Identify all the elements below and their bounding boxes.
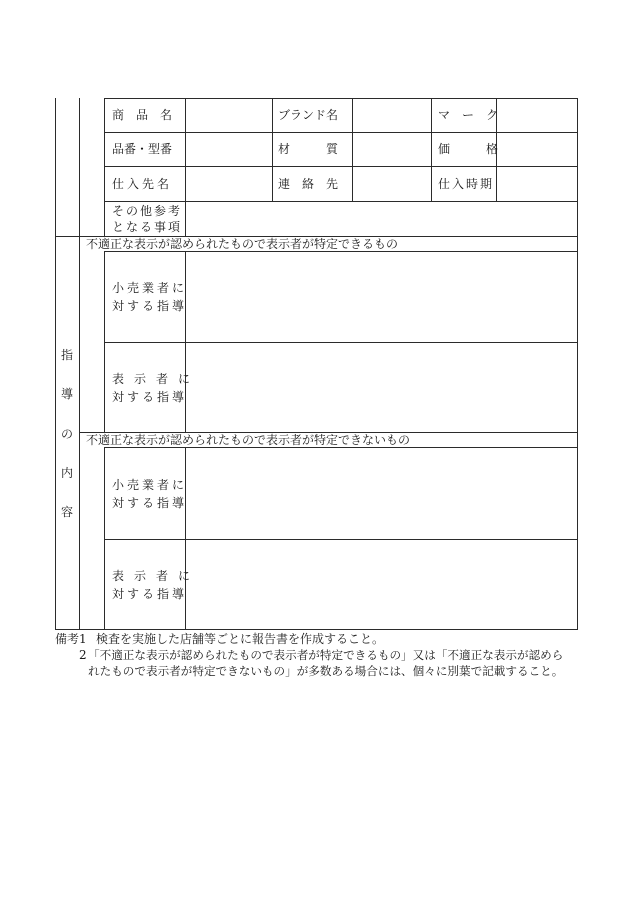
note1-prefix: 備考1: [55, 632, 87, 646]
label-product-name: 商 品 名: [112, 108, 173, 122]
outer-left-border: [55, 98, 56, 630]
label-contact: 連 絡 先: [278, 177, 339, 191]
col-line-6: [431, 98, 432, 201]
section1-title: 不適正な表示が認められたもので表示者が特定できるもの: [86, 237, 399, 251]
section2-displayer-line1: 表 示 者 に: [112, 569, 190, 583]
guidance-side-char-3: の: [60, 427, 73, 441]
section1-displayer-line1: 表 示 者 に: [112, 372, 190, 386]
section2-displayer-line2: 対する指導: [112, 587, 188, 601]
col-line-5: [352, 98, 353, 201]
section1-retailer-line2: 対する指導: [112, 299, 188, 313]
note1-text: 検査を実施した店舗等ごとに報告書を作成すること。: [96, 632, 385, 646]
label-other-line2: となる事項: [112, 220, 183, 234]
col-line-4: [272, 98, 273, 201]
guidance-side-char-4: 内: [60, 466, 73, 480]
label-brand-name: ブランド名: [278, 108, 339, 122]
label-supplier: 仕入先名: [112, 177, 173, 191]
section2-mid-line: [104, 539, 578, 540]
bottom-border: [55, 629, 578, 630]
label-mark: マ ー ク: [438, 108, 499, 122]
section1-title-line: [104, 251, 578, 252]
guidance-side-char-1: 指: [60, 348, 73, 362]
note2-line1: 「不適正な表示が認められたもので表示者が特定できるもの」又は「不適正な表示が認めら: [88, 648, 564, 662]
label-material: 材 質: [278, 142, 339, 156]
section2-title: 不適正な表示が認められたもので表示者が特定できないもの: [86, 433, 411, 447]
col-line-3: [185, 98, 186, 236]
section1-displayer-line2: 対する指導: [112, 390, 188, 404]
note2-line2: れたもので表示者が特定できないもの」が多数ある場合には、個々に別葉で記載すること。: [88, 664, 564, 678]
guidance-side-char-2: 導: [60, 387, 73, 401]
section2-retailer-line1: 小売業者に: [112, 478, 188, 492]
row-line-2: [104, 166, 578, 167]
guidance-side-char-5: 容: [60, 505, 73, 519]
section1-retailer-line1: 小売業者に: [112, 281, 188, 295]
row-line-3: [104, 201, 578, 202]
section1-mid-line: [104, 342, 578, 343]
col-line-1: [79, 98, 80, 630]
note2-prefix: 2: [79, 648, 87, 662]
top-border: [104, 98, 578, 99]
label-model-number: 品番・型番: [112, 142, 173, 156]
row-line-1: [104, 132, 578, 133]
label-other-line1: その他参考: [112, 204, 183, 218]
label-price: 価 格: [438, 142, 499, 156]
label-purchase-date: 仕入時期: [438, 177, 495, 191]
section2-title-line: [104, 447, 578, 448]
section2-retailer-line2: 対する指導: [112, 496, 188, 510]
outer-right-border: [577, 98, 578, 630]
col-line-2: [104, 98, 105, 236]
